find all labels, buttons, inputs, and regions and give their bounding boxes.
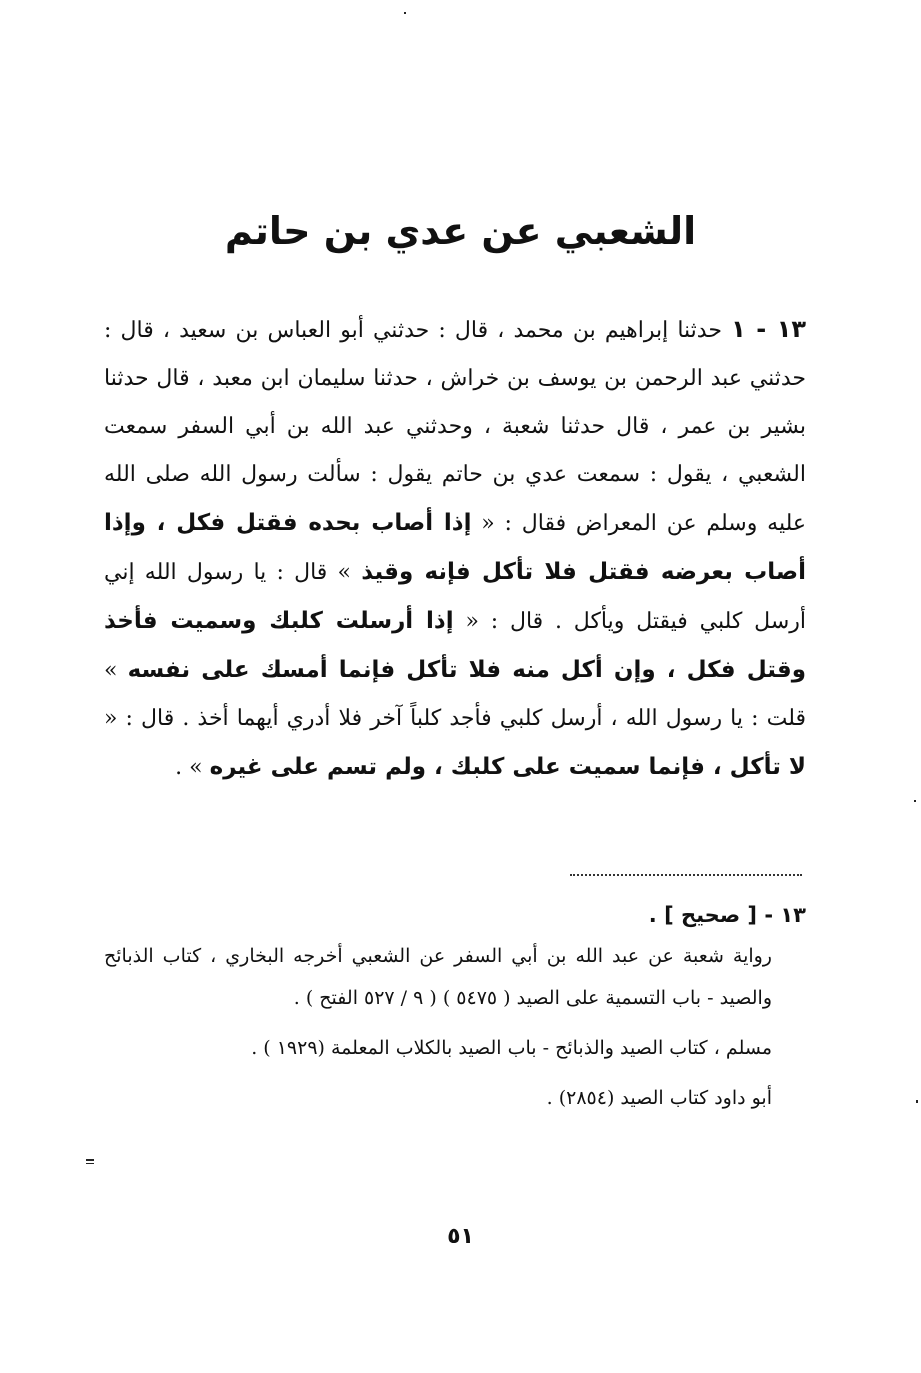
hadith-end: » . bbox=[175, 755, 203, 780]
footnote-heading: ١٣ - [ صحيح ] . bbox=[648, 903, 806, 927]
hadith-narration-2: » قال : يا رسول الله إني أرسل كلبي فيقتل ويأكل . قال : « bbox=[104, 560, 806, 634]
page-number: ٥١ bbox=[447, 1224, 474, 1249]
footnote-abu-dawud: أبو داود كتاب الصيد (٢٨٥٤) . bbox=[546, 1087, 772, 1109]
scan-speck bbox=[914, 800, 916, 802]
footnote-muslim: مسلم ، كتاب الصيد والذبائح - باب الصيد بالكلاب المعلمة (١٩٢٩ ) . bbox=[251, 1037, 772, 1059]
hadith-text bbox=[104, 305, 806, 792]
hadith-isnad: حدثنا إبراهيم بن محمد ، قال : حدثني أبو العباس بن سعيد ، قال : حدثني عبد الرحمن بن يوسف بن خراش ، حدثنا سليمان ابن معبد ، قال حدثنا بشير بن عمر ، قال حدثنا شعبة ، وحدثني عبد الله بن أبي السفر سمعت الشعبي ، يقول : سمعت عدي بن حاتم يقول : سألت رسول الله صلى الله عليه وسلم عن المعراض فقال : « bbox=[104, 318, 806, 536]
footnote-bukhari: رواية شعبة عن عبد الله بن أبي السفر عن الشعبي أخرجه البخاري ، كتاب الذبائح والصيد - باب التسمية على الصيد ( ٥٤٧٥ ) ( ٩ / ٥٢٧ الفتح ) . bbox=[104, 945, 772, 1009]
footnote-separator bbox=[570, 874, 802, 876]
scan-speck bbox=[86, 1163, 94, 1164]
scan-speck bbox=[404, 12, 406, 14]
chapter-title: الشعبي عن عدي بن حاتم bbox=[224, 209, 697, 253]
hadith-narration-3: » قلت : يا رسول الله ، أرسل كلبي فأجد كلباً آخر فلا أدري أيهما أخذ . قال : « bbox=[104, 658, 806, 731]
hadith-quote-2: إذا أرسلت كلبك وسميت فأخذ وقتل فكل ، وإن أكل منه فلا تأكل فإنما أمسك على نفسه bbox=[104, 608, 806, 683]
hadith-quote-3: لا تأكل ، فإنما سميت على كلبك ، ولم تسم على غيره bbox=[209, 754, 806, 780]
scan-speck bbox=[916, 1100, 918, 1103]
hadith-quote-1: إذا أصاب بحده فقتل فكل ، وإذا أصاب بعرضه فقتل فلا تأكل فإنه وقيذ bbox=[104, 510, 807, 585]
footnotes bbox=[104, 895, 806, 1119]
scan-speck bbox=[86, 1159, 94, 1161]
hadith-number: ١٣ - ١ bbox=[731, 315, 806, 343]
